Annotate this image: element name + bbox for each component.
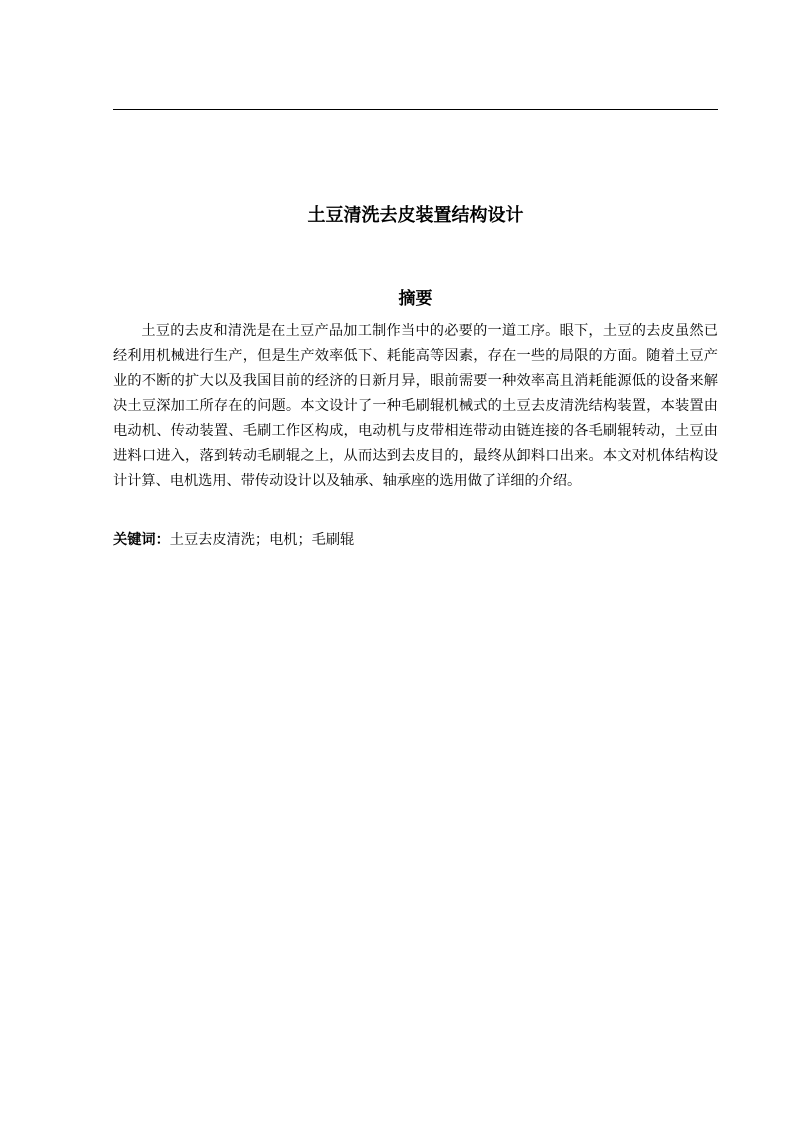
keywords-text: 土豆去皮清洗；电机；毛刷辊 bbox=[169, 532, 355, 548]
keywords-line bbox=[113, 529, 718, 551]
keywords-label: 关键词： bbox=[113, 532, 170, 548]
paper-title: 土豆清洗去皮装置结构设计 bbox=[307, 205, 524, 226]
header-rule bbox=[113, 109, 718, 110]
abstract-body: 土豆的去皮和清洗是在土豆产品加工制作当中的必要的一道工序。眼下，土豆的去皮虽然已经利用机械进行生产，但是生产效率低下、耗能高等因素，存在一些的局限的方面。随着土豆产业的不断的扩大以及我国目前的经济的日新月异，眼前需要一种效率高且消耗能源低的设备来解决土豆深加工所存在的问题。本文设计了一种毛刷辊机械式的土豆去皮清洗结构装置，本装置由电动机、传动装置、毛刷工作区构成，电动机与皮带相连带动由链连接的各毛刷辊转动，土豆由进料口进入，落到转动毛刷辊之上，从而达到去皮目的，最终从卸料口出来。本文对机体结构设计计算、电机选用、带传动设计以及轴承、轴承座的选用做了详细的介绍。 bbox=[113, 323, 718, 489]
abstract-heading: 摘要 bbox=[398, 289, 433, 309]
